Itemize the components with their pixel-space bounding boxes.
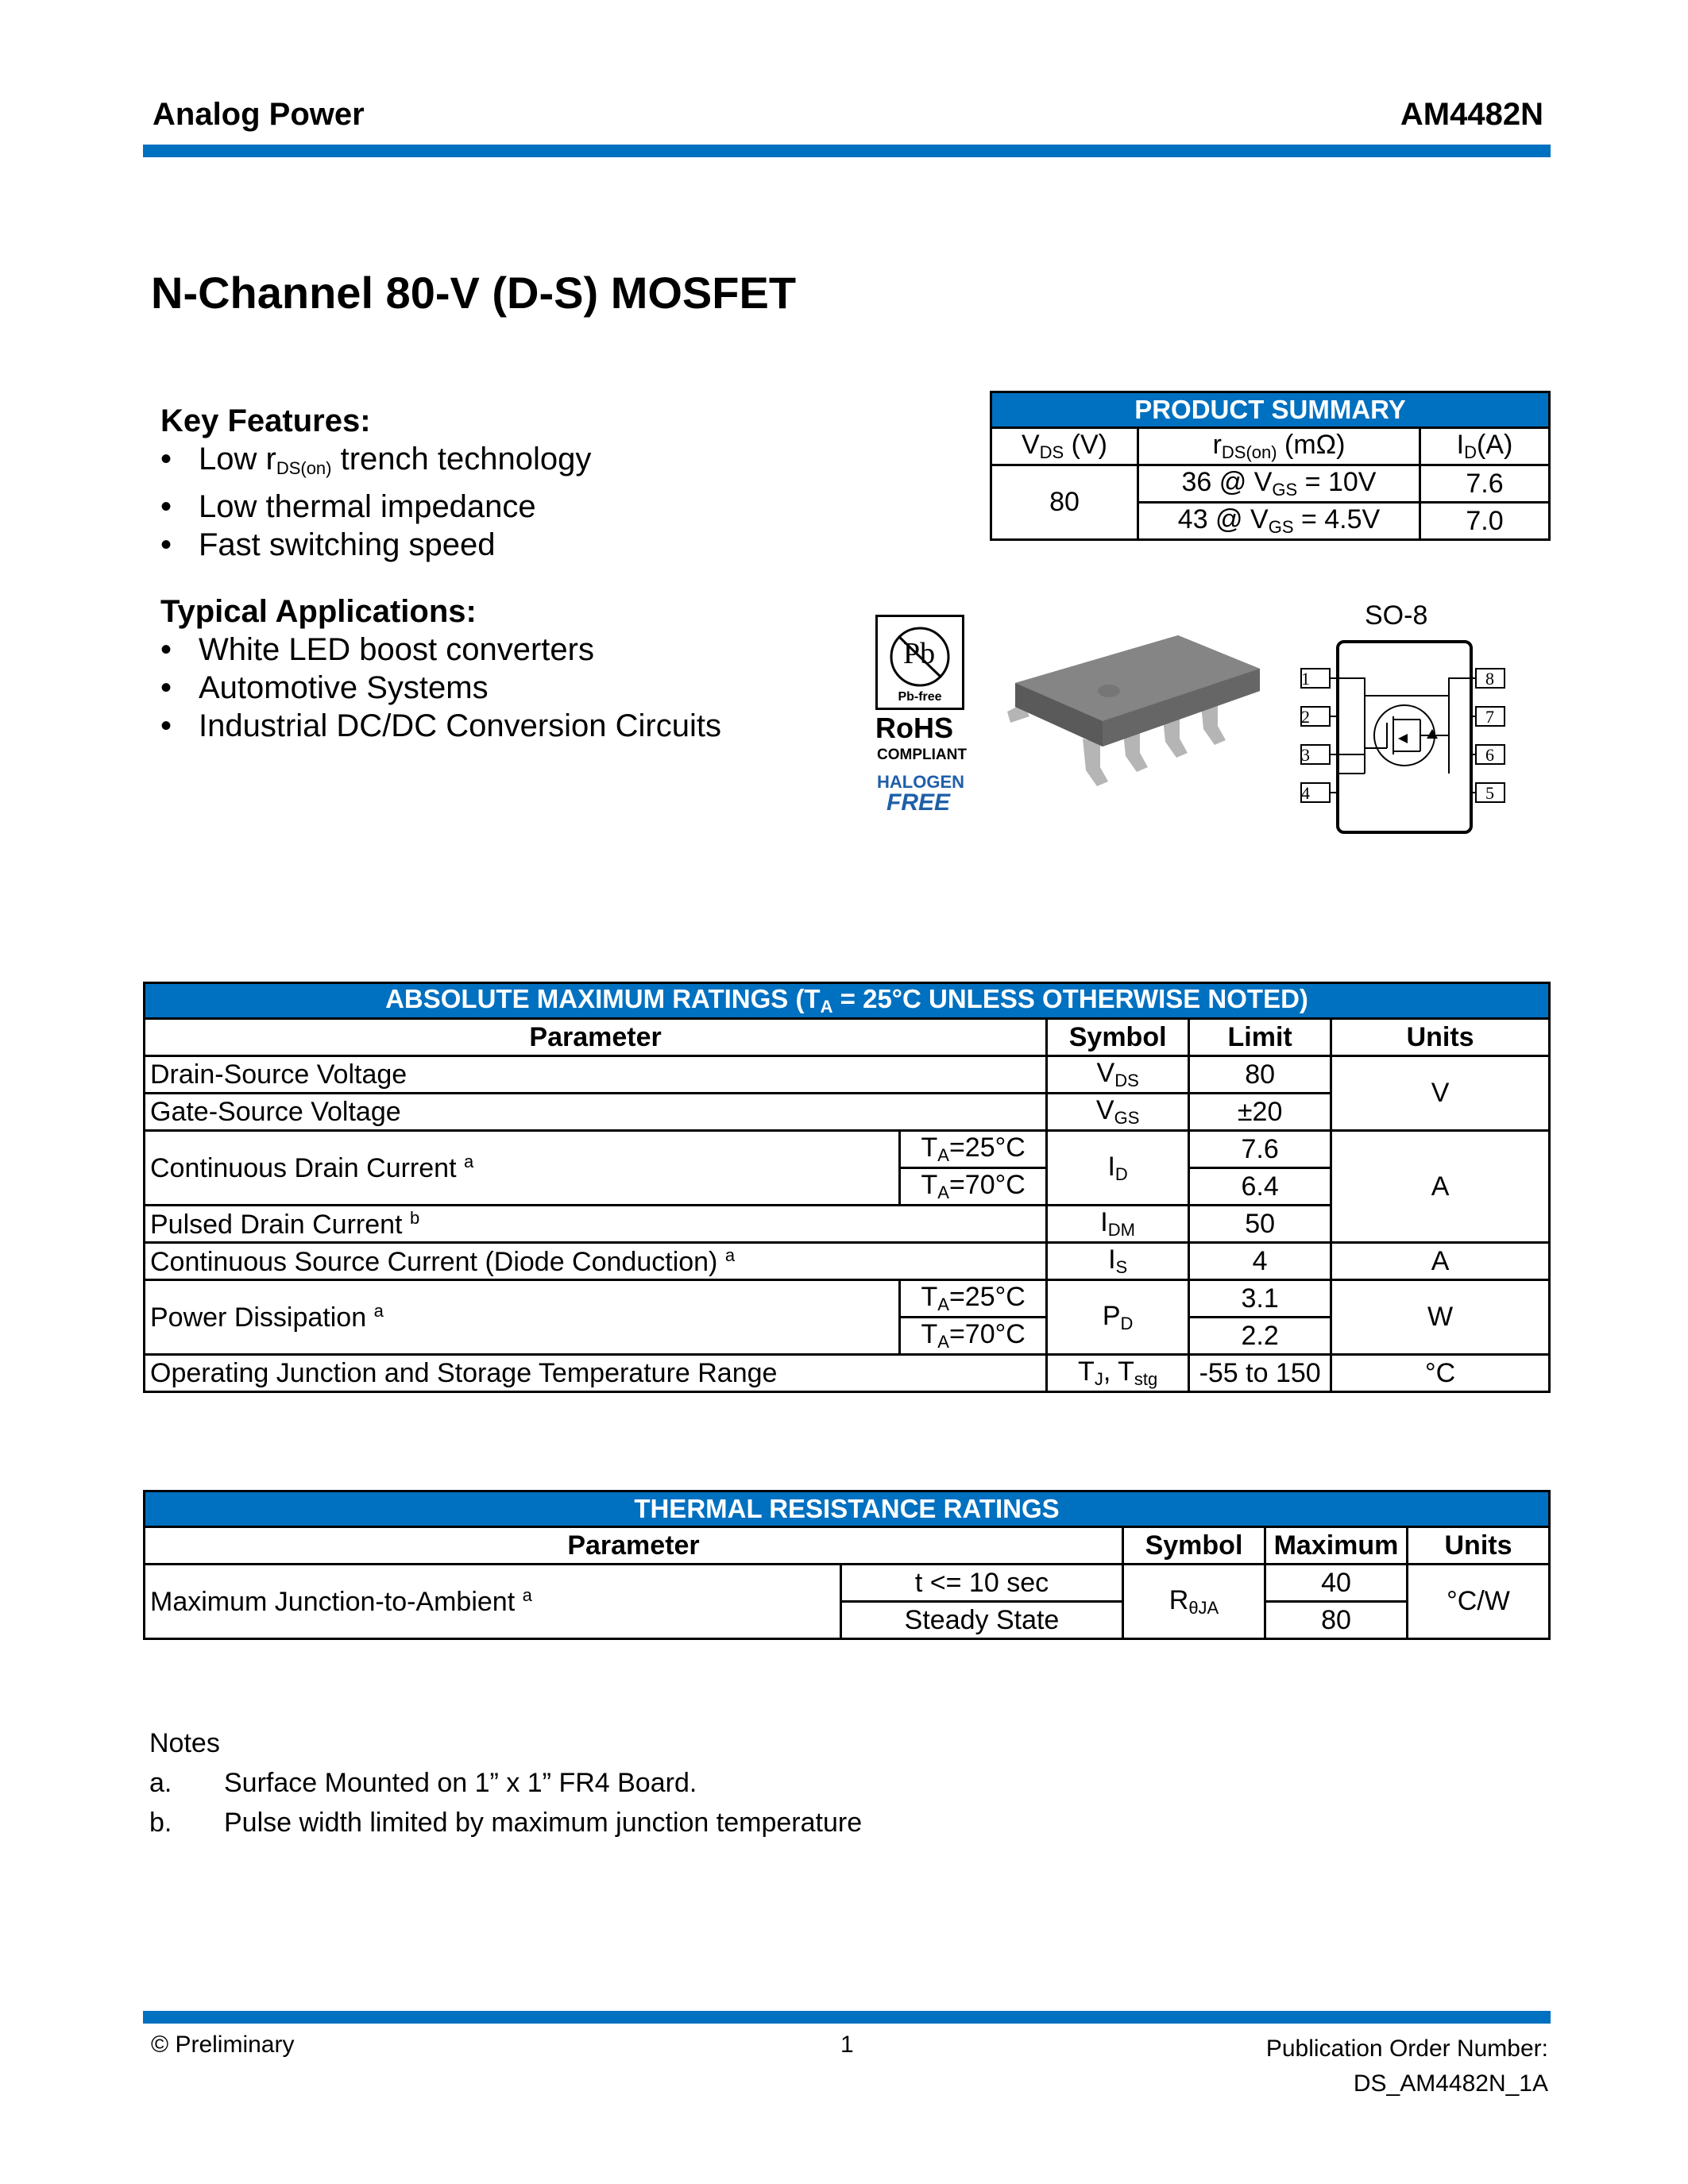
absolute-max-ratings-table [143, 982, 1551, 1393]
cond-sub: A [937, 1145, 949, 1165]
param-cell [145, 1131, 900, 1206]
cond-sub: A [937, 1295, 949, 1314]
cell-text: = 4.5V [1293, 504, 1381, 534]
sym-text: I [1100, 1207, 1108, 1237]
limit-cell: ±20 [1189, 1094, 1331, 1131]
sym-sub: J [1094, 1369, 1103, 1389]
limit-cell: -55 to 150 [1189, 1355, 1331, 1392]
col-id [1420, 428, 1550, 465]
limit-cell: 2.2 [1189, 1318, 1331, 1355]
note-item [149, 1763, 862, 1803]
unit-cell: W [1331, 1280, 1550, 1355]
col-sub: DS [1039, 442, 1064, 462]
table-row [145, 1355, 1550, 1392]
symbol-cell [1047, 1280, 1189, 1355]
list-item: • White LED boost converters [160, 631, 721, 669]
title-sub: A [820, 997, 833, 1017]
condition-cell [900, 1280, 1047, 1318]
param-cell [145, 1565, 841, 1639]
cond-sub: A [937, 1332, 949, 1352]
col-units: Units [1408, 1527, 1550, 1565]
param-text: Maximum Junction-to-Ambient [150, 1587, 516, 1617]
notes-section [149, 1723, 862, 1843]
pb-symbol: Pb [903, 637, 936, 670]
rdson-value [1138, 503, 1420, 540]
param-cell [145, 1243, 1047, 1280]
so8-pinout-diagram [1293, 640, 1512, 835]
symbol-cell [1047, 1243, 1189, 1280]
product-summary-title: PRODUCT SUMMARY [991, 392, 1550, 428]
cond-text: T [921, 1319, 938, 1349]
sym-text: P [1102, 1300, 1121, 1331]
note-ref: b [409, 1207, 420, 1228]
param-cell: Drain-Source Voltage [145, 1056, 1047, 1094]
param-cell [145, 1206, 1047, 1243]
note-text: Surface Mounted on 1” x 1” FR4 Board. [224, 1768, 697, 1798]
col-limit: Limit [1189, 1019, 1331, 1056]
company-name: Analog Power [153, 97, 365, 132]
note-item [149, 1803, 862, 1843]
sym-text: R [1168, 1584, 1189, 1615]
condition-cell [900, 1318, 1047, 1355]
header-divider [143, 145, 1551, 157]
limit-cell: 80 [1189, 1056, 1331, 1094]
col-units: Units [1331, 1019, 1550, 1056]
table-row [145, 1243, 1550, 1280]
pin-label: 5 [1485, 783, 1494, 803]
symbol-cell [1047, 1206, 1189, 1243]
condition-cell [900, 1131, 1047, 1168]
table-row [145, 1056, 1550, 1094]
param-text: Power Dissipation [150, 1302, 367, 1333]
col-maximum: Maximum [1265, 1527, 1408, 1565]
cell-sub: GS [1268, 517, 1294, 537]
abs-max-title [145, 983, 1550, 1019]
symbol-cell [1123, 1565, 1265, 1639]
limit-cell: 3.1 [1189, 1280, 1331, 1318]
cell-sub: GS [1272, 480, 1298, 500]
sym-text: , T [1103, 1356, 1134, 1387]
pin-label: 1 [1301, 669, 1310, 689]
id-value: 7.6 [1420, 465, 1550, 503]
unit-cell: °C [1331, 1355, 1550, 1392]
sym-sub: D [1114, 1163, 1128, 1184]
sym-sub: S [1115, 1257, 1128, 1277]
page-title: N-Channel 80-V (D-S) MOSFET [151, 268, 797, 318]
cell-text: 36 @ V [1181, 467, 1273, 497]
footer-divider [143, 2011, 1551, 2024]
rohs-label: RoHS [875, 712, 953, 744]
limit-cell: 4 [1189, 1243, 1331, 1280]
col-sub: D [1464, 442, 1477, 462]
free-label: FREE [886, 789, 951, 816]
key-features-heading: Key Features: [160, 403, 371, 438]
note-key: b. [149, 1808, 172, 1838]
unit-cell: A [1331, 1131, 1550, 1243]
cell-text: 43 @ V [1177, 504, 1269, 534]
limit-cell: 50 [1189, 1206, 1331, 1243]
col-rdson [1138, 428, 1420, 465]
unit-cell: A [1331, 1243, 1550, 1280]
list-item: • Fast switching speed [160, 526, 591, 564]
col-text: r [1212, 430, 1222, 460]
unit-cell: V [1331, 1056, 1550, 1131]
condition-cell: t <= 10 sec [841, 1565, 1123, 1602]
symbol-cell [1047, 1094, 1189, 1131]
cond-text: T [921, 1133, 938, 1163]
pin-label: 2 [1301, 707, 1310, 727]
cond-text: =70°C [948, 1170, 1026, 1200]
sym-text: V [1095, 1095, 1114, 1125]
symbol-cell [1047, 1355, 1189, 1392]
cond-text: =25°C [948, 1282, 1026, 1312]
cond-text: =70°C [948, 1319, 1026, 1349]
pb-free-label: Pb-free [898, 690, 942, 704]
list-item [160, 440, 591, 488]
table-row [145, 1280, 1550, 1318]
pin-label: 4 [1301, 783, 1310, 803]
feature-text: trench technology [331, 442, 592, 477]
cond-text: T [921, 1170, 938, 1200]
key-features-list [160, 440, 591, 564]
col-text: (V) [1064, 430, 1108, 460]
note-ref: a [373, 1301, 384, 1321]
col-sub: DS(on) [1221, 442, 1277, 462]
symbol-cell [1047, 1131, 1189, 1206]
param-text: Pulsed Drain Current [150, 1209, 403, 1240]
param-text: Continuous Source Current (Diode Conduction) [150, 1246, 718, 1277]
applications-list [160, 631, 721, 745]
pin-label: 6 [1485, 745, 1494, 765]
part-number: AM4482N [1400, 97, 1543, 132]
note-ref: a [463, 1152, 474, 1171]
cond-text: T [921, 1282, 938, 1312]
note-key: a. [149, 1768, 172, 1798]
pin-label: 7 [1485, 707, 1494, 727]
note-text: Pulse width limited by maximum junction temperature [224, 1808, 863, 1838]
col-text: (mΩ) [1277, 430, 1346, 460]
sym-sub: θJA [1188, 1597, 1219, 1618]
col-parameter: Parameter [145, 1527, 1123, 1565]
id-value: 7.0 [1420, 503, 1550, 540]
sym-text: I [1107, 1151, 1115, 1182]
publication-code: DS_AM4482N_1A [1353, 2070, 1548, 2097]
max-cell: 80 [1265, 1602, 1408, 1639]
symbol-cell [1047, 1056, 1189, 1094]
unit-cell: °C/W [1408, 1565, 1550, 1639]
sym-sub: D [1120, 1313, 1134, 1333]
rdson-value [1138, 465, 1420, 503]
cond-sub: A [937, 1183, 949, 1202]
title-text: ABSOLUTE MAXIMUM RATINGS (T [385, 984, 821, 1013]
sym-text: T [1078, 1356, 1095, 1387]
col-text: V [1021, 430, 1040, 460]
thermal-resistance-table [143, 1490, 1551, 1640]
param-cell [145, 1280, 900, 1355]
col-symbol: Symbol [1123, 1527, 1265, 1565]
title-text: = 25°C UNLESS OTHERWISE NOTED) [832, 984, 1308, 1013]
compliant-label: COMPLIANT [877, 747, 967, 763]
col-text: I [1456, 430, 1465, 460]
so8-chip-image [1007, 627, 1274, 818]
product-summary-table [990, 391, 1551, 541]
condition-cell [900, 1168, 1047, 1206]
sym-sub: DS [1114, 1071, 1139, 1090]
feature-text: Low r [199, 442, 276, 477]
pin-label: 3 [1301, 745, 1310, 765]
halogen-label: HALOGEN [877, 772, 964, 792]
max-cell: 40 [1265, 1565, 1408, 1602]
list-item: • Industrial DC/DC Conversion Circuits [160, 707, 721, 745]
col-parameter: Parameter [145, 1019, 1047, 1056]
note-ref: a [522, 1585, 532, 1605]
col-text: (A) [1477, 430, 1513, 460]
col-vds [991, 428, 1138, 465]
sym-sub: stg [1134, 1369, 1158, 1389]
footer-status: © Preliminary [151, 2032, 295, 2058]
pb-free-badge [875, 615, 964, 710]
package-label: SO-8 [1365, 600, 1428, 631]
limit-cell: 6.4 [1189, 1168, 1331, 1206]
list-item: • Automotive Systems [160, 669, 721, 707]
vds-value: 80 [991, 465, 1138, 540]
sym-sub: GS [1114, 1108, 1140, 1128]
sym-text: V [1096, 1058, 1115, 1088]
sym-text: I [1108, 1244, 1116, 1275]
condition-cell: Steady State [841, 1602, 1123, 1639]
notes-heading: Notes [149, 1728, 220, 1758]
note-ref: a [724, 1244, 736, 1265]
sym-sub: DM [1107, 1220, 1135, 1240]
publication-number [1266, 2032, 1548, 2101]
pin-label: 8 [1485, 669, 1494, 689]
applications-heading: Typical Applications: [160, 594, 477, 629]
thermal-title: THERMAL RESISTANCE RATINGS [145, 1491, 1550, 1527]
page-number: 1 [840, 2032, 854, 2058]
table-row [145, 1565, 1550, 1602]
feature-subscript: DS(on) [276, 458, 332, 478]
param-cell: Gate-Source Voltage [145, 1094, 1047, 1131]
list-item: • Low thermal impedance [160, 488, 591, 526]
cell-text: = 10V [1297, 467, 1377, 497]
limit-cell: 7.6 [1189, 1131, 1331, 1168]
cond-text: =25°C [948, 1133, 1026, 1163]
param-cell: Operating Junction and Storage Temperature Range [145, 1355, 1047, 1392]
publication-label: Publication Order Number: [1265, 2035, 1548, 2062]
col-symbol: Symbol [1047, 1019, 1189, 1056]
table-row [145, 1131, 1550, 1168]
param-text: Continuous Drain Current [150, 1153, 457, 1183]
